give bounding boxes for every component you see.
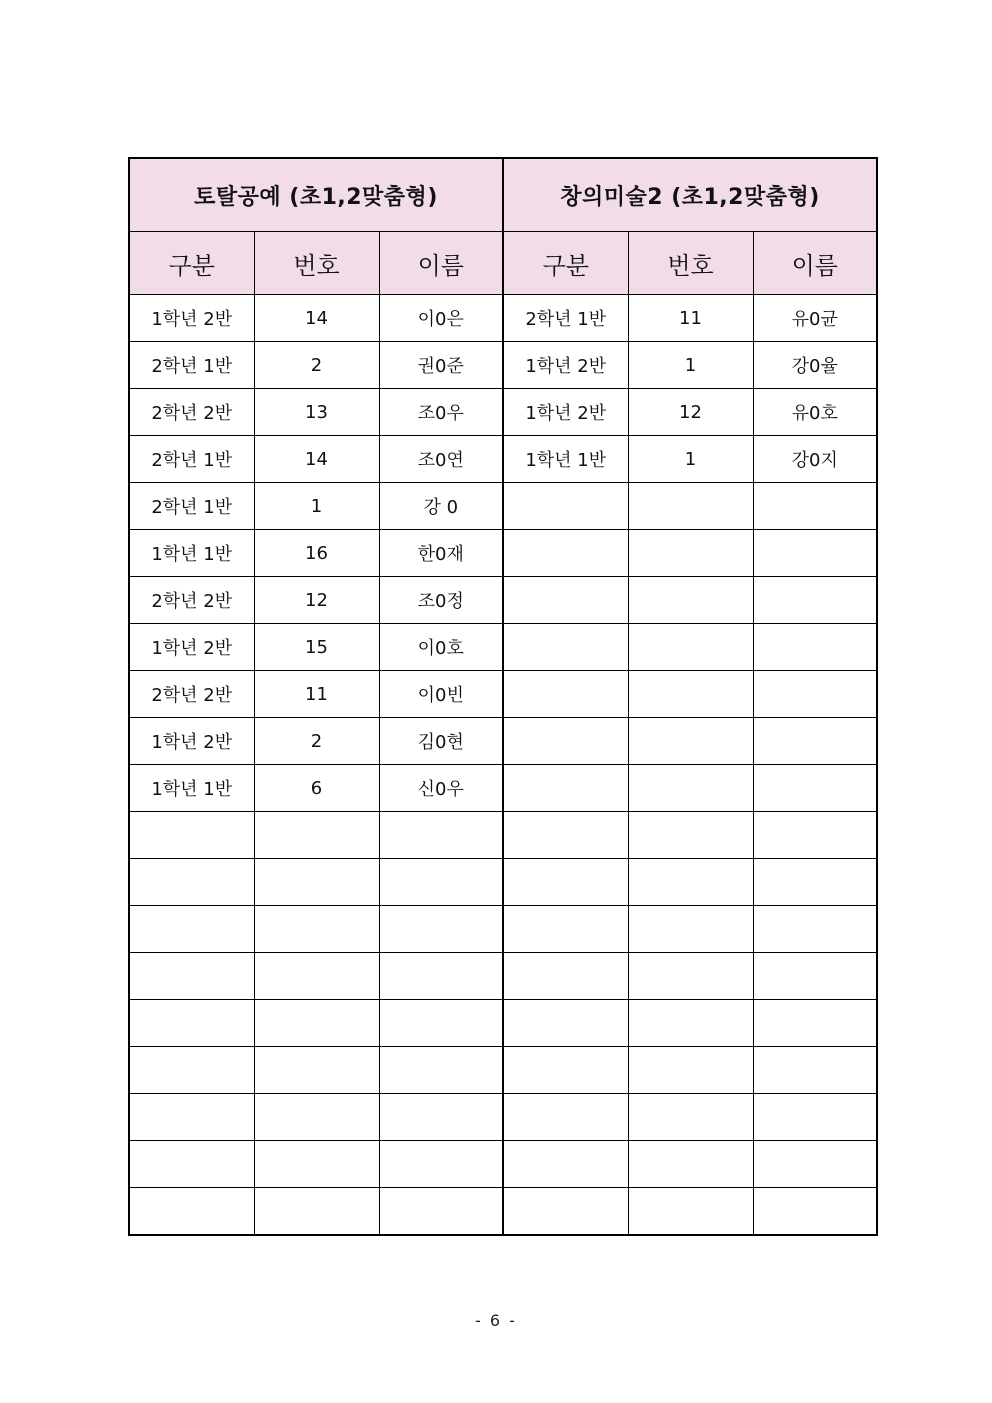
cell-name: [753, 671, 877, 718]
cell-number: [254, 1141, 379, 1188]
cell-number: [628, 1094, 753, 1141]
cell-class: [503, 1141, 628, 1188]
cell-name: 김0현: [379, 718, 503, 765]
cell-name: [753, 859, 877, 906]
table-row: [129, 953, 877, 1000]
table-row: [129, 342, 877, 389]
cell-class: [503, 1047, 628, 1094]
cell-number: [628, 765, 753, 812]
column-header-number: 번호: [628, 232, 753, 295]
cell-number: 16: [254, 530, 379, 577]
table-row: [129, 1141, 877, 1188]
column-header-row: [129, 232, 877, 295]
table-row: [129, 1188, 877, 1236]
cell-number: 1: [254, 483, 379, 530]
cell-number: [628, 1188, 753, 1236]
cell-class: [129, 906, 254, 953]
cell-number: [628, 718, 753, 765]
cell-class: [503, 718, 628, 765]
cell-name: [379, 1000, 503, 1047]
cell-name: [753, 1000, 877, 1047]
column-header-class: 구분: [129, 232, 254, 295]
cell-name: [753, 624, 877, 671]
cell-class: [503, 1000, 628, 1047]
cell-name: [379, 1188, 503, 1236]
column-header-name: 이름: [379, 232, 503, 295]
cell-class: 1학년 2반: [503, 342, 628, 389]
table-row: [129, 577, 877, 624]
cell-class: [503, 671, 628, 718]
cell-class: [503, 859, 628, 906]
cell-name: [753, 1141, 877, 1188]
cell-class: [503, 483, 628, 530]
cell-class: 2학년 1반: [129, 483, 254, 530]
cell-number: [254, 953, 379, 1000]
cell-name: [753, 953, 877, 1000]
cell-class: [503, 765, 628, 812]
cell-number: 14: [254, 436, 379, 483]
cell-number: [254, 812, 379, 859]
cell-number: [254, 1047, 379, 1094]
cell-name: [753, 530, 877, 577]
cell-number: [628, 483, 753, 530]
cell-number: [628, 906, 753, 953]
cell-number: [254, 859, 379, 906]
cell-class: [129, 1094, 254, 1141]
cell-name: [753, 1094, 877, 1141]
cell-number: 2: [254, 342, 379, 389]
table-row: [129, 1094, 877, 1141]
cell-number: [254, 1188, 379, 1236]
cell-name: 한0재: [379, 530, 503, 577]
table-row: [129, 671, 877, 718]
cell-name: 강0지: [753, 436, 877, 483]
cell-number: [628, 671, 753, 718]
cell-class: [129, 859, 254, 906]
column-header-class: 구분: [503, 232, 628, 295]
cell-class: 2학년 1반: [503, 295, 628, 342]
cell-number: [628, 1047, 753, 1094]
cell-class: 2학년 2반: [129, 577, 254, 624]
table-row: [129, 295, 877, 342]
cell-name: 신0우: [379, 765, 503, 812]
cell-name: 조0연: [379, 436, 503, 483]
group-title-creative-art: 창의미술2 (초1,2맞춤형): [503, 158, 877, 232]
cell-number: [628, 953, 753, 1000]
cell-name: [379, 1047, 503, 1094]
cell-name: 조0정: [379, 577, 503, 624]
cell-name: [379, 906, 503, 953]
cell-number: 12: [254, 577, 379, 624]
cell-class: [129, 1047, 254, 1094]
cell-name: [379, 1141, 503, 1188]
cell-name: 유0균: [753, 295, 877, 342]
cell-name: 이0호: [379, 624, 503, 671]
cell-name: [379, 1094, 503, 1141]
cell-class: [503, 1188, 628, 1236]
cell-class: [503, 577, 628, 624]
cell-class: [503, 906, 628, 953]
roster-body: [129, 295, 877, 1236]
cell-number: [254, 1000, 379, 1047]
table-row: [129, 1047, 877, 1094]
cell-class: 2학년 1반: [129, 436, 254, 483]
cell-number: [628, 577, 753, 624]
cell-class: 1학년 1반: [129, 530, 254, 577]
cell-class: 1학년 2반: [129, 295, 254, 342]
cell-class: [503, 812, 628, 859]
cell-class: 1학년 1반: [129, 765, 254, 812]
cell-class: [129, 1188, 254, 1236]
roster-table: [128, 157, 878, 1236]
cell-class: [129, 812, 254, 859]
cell-number: [628, 530, 753, 577]
table-row: [129, 530, 877, 577]
cell-number: 1: [628, 342, 753, 389]
cell-number: [628, 1000, 753, 1047]
cell-class: [503, 953, 628, 1000]
table-row: [129, 624, 877, 671]
cell-class: 1학년 2반: [503, 389, 628, 436]
cell-class: 1학년 1반: [503, 436, 628, 483]
cell-name: [753, 1047, 877, 1094]
cell-name: 권0준: [379, 342, 503, 389]
table-row: [129, 1000, 877, 1047]
table-row: [129, 906, 877, 953]
cell-number: 11: [628, 295, 753, 342]
group-title-total-craft: 토탈공예 (초1,2맞춤형): [129, 158, 503, 232]
cell-class: [503, 530, 628, 577]
cell-number: [628, 859, 753, 906]
cell-number: 6: [254, 765, 379, 812]
column-header-name: 이름: [753, 232, 877, 295]
cell-name: 이0은: [379, 295, 503, 342]
cell-name: 이0빈: [379, 671, 503, 718]
cell-name: [753, 483, 877, 530]
cell-name: [379, 859, 503, 906]
cell-class: [503, 624, 628, 671]
cell-class: 2학년 2반: [129, 671, 254, 718]
cell-number: 11: [254, 671, 379, 718]
cell-name: [753, 765, 877, 812]
cell-number: [628, 624, 753, 671]
cell-class: [129, 1000, 254, 1047]
cell-number: 13: [254, 389, 379, 436]
cell-name: [753, 1188, 877, 1236]
table-row: [129, 765, 877, 812]
cell-number: [628, 812, 753, 859]
cell-number: 12: [628, 389, 753, 436]
cell-class: [129, 953, 254, 1000]
table-row: [129, 436, 877, 483]
column-header-number: 번호: [254, 232, 379, 295]
table-row: [129, 859, 877, 906]
cell-class: [129, 1141, 254, 1188]
cell-name: [753, 718, 877, 765]
cell-name: 강 0: [379, 483, 503, 530]
cell-class: 1학년 2반: [129, 718, 254, 765]
cell-class: 2학년 1반: [129, 342, 254, 389]
group-title-row: [129, 158, 877, 232]
cell-name: [753, 906, 877, 953]
cell-class: 1학년 2반: [129, 624, 254, 671]
cell-number: 1: [628, 436, 753, 483]
table-row: [129, 718, 877, 765]
cell-name: [753, 812, 877, 859]
table-row: [129, 812, 877, 859]
cell-number: 2: [254, 718, 379, 765]
cell-name: [379, 812, 503, 859]
cell-number: [628, 1141, 753, 1188]
cell-number: 14: [254, 295, 379, 342]
cell-number: 15: [254, 624, 379, 671]
cell-name: 유0호: [753, 389, 877, 436]
cell-name: [753, 577, 877, 624]
cell-number: [254, 906, 379, 953]
cell-class: 2학년 2반: [129, 389, 254, 436]
page-number: - 6 -: [475, 1311, 517, 1330]
cell-name: 강0율: [753, 342, 877, 389]
cell-name: [379, 953, 503, 1000]
cell-class: [503, 1094, 628, 1141]
table-row: [129, 389, 877, 436]
cell-number: [254, 1094, 379, 1141]
cell-name: 조0우: [379, 389, 503, 436]
table-row: [129, 483, 877, 530]
